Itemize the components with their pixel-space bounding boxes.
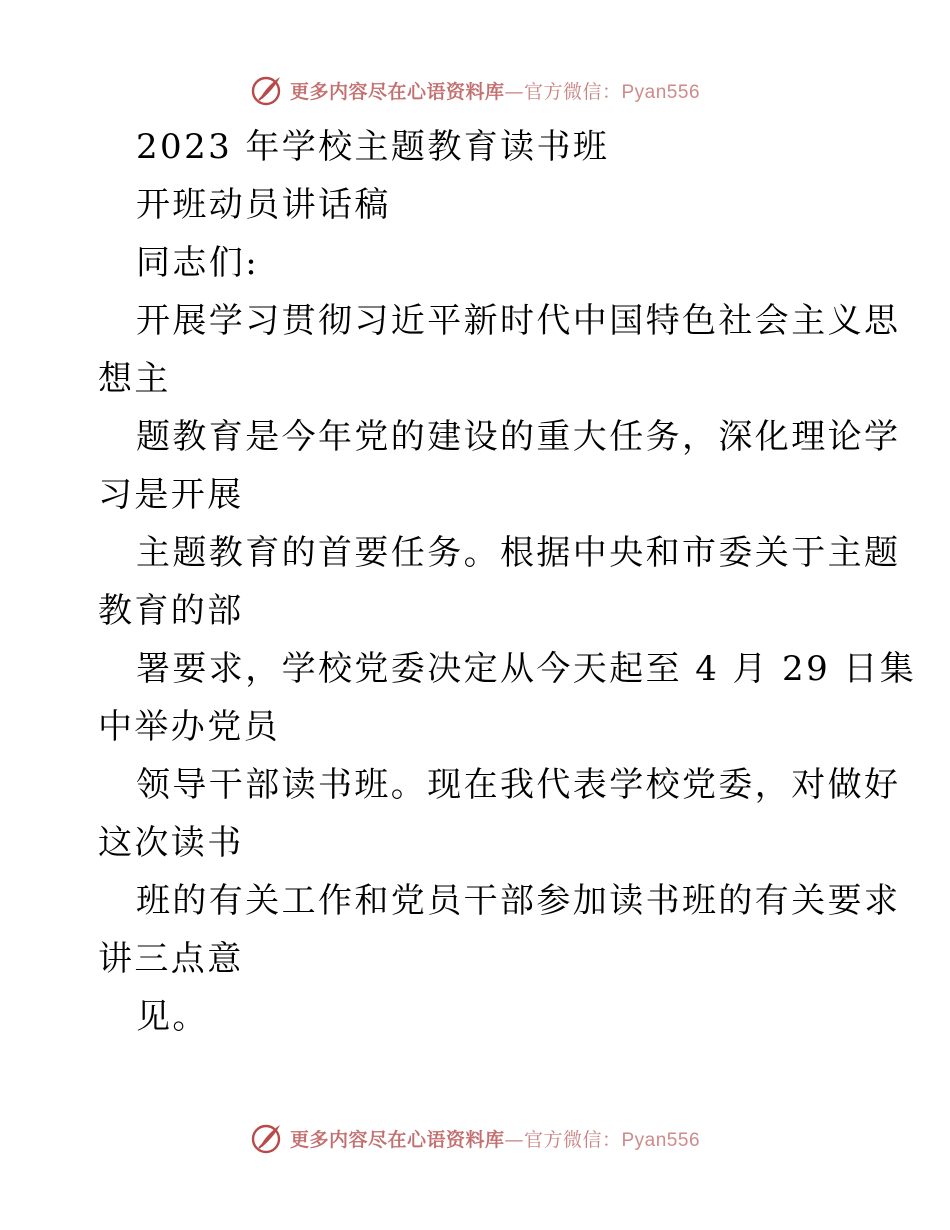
- watermark-wechat-id: Pyan556: [621, 81, 701, 103]
- watermark-dash: —: [504, 80, 524, 103]
- watermark-label: 官方微信：: [523, 80, 622, 103]
- document-line: 开班动员讲话稿: [136, 185, 391, 225]
- document-line: 习是开展: [98, 475, 244, 515]
- watermark-label: 官方微信：: [523, 1128, 622, 1151]
- watermark-dash: —: [504, 1128, 524, 1151]
- watermark-text: [290, 77, 700, 104]
- document-line: 领导干部读书班。现在我代表学校党委，对做好: [136, 765, 901, 805]
- document-line: 2023 年学校主题教育读书班: [136, 127, 610, 167]
- watermark-slogan: 更多内容尽在心语资料库: [289, 1128, 505, 1151]
- document-line: 题教育是今年党的建设的重大任务，深化理论学: [136, 417, 901, 457]
- document-line: 开展学习贯彻习近平新时代中国特色社会主义思: [136, 301, 901, 341]
- document-line: 教育的部: [98, 591, 244, 631]
- document-line: 见。: [136, 997, 209, 1037]
- watermark-slogan: 更多内容尽在心语资料库: [289, 80, 505, 103]
- document-line: 主题教育的首要任务。根据中央和市委关于主题: [136, 533, 901, 573]
- watermark-wechat-id: Pyan556: [621, 1129, 701, 1151]
- document-line: 中举办党员: [98, 707, 280, 747]
- document-line: 署要求，学校党委决定从今天起至 4 月 29 日集: [136, 649, 917, 689]
- document-body: [98, 118, 917, 1046]
- quill-pen-logo-icon: [250, 1121, 284, 1155]
- header-watermark: [0, 70, 950, 110]
- document-line: 讲三点意: [98, 939, 244, 979]
- document-line: 想主: [98, 359, 171, 399]
- document-line: 同志们:: [136, 243, 260, 283]
- document-line: 班的有关工作和党员干部参加读书班的有关要求: [136, 881, 901, 921]
- document-line: 这次读书: [98, 823, 244, 863]
- footer-watermark: [0, 1118, 950, 1158]
- quill-pen-logo-icon: [250, 73, 284, 107]
- watermark-text: [290, 1125, 700, 1152]
